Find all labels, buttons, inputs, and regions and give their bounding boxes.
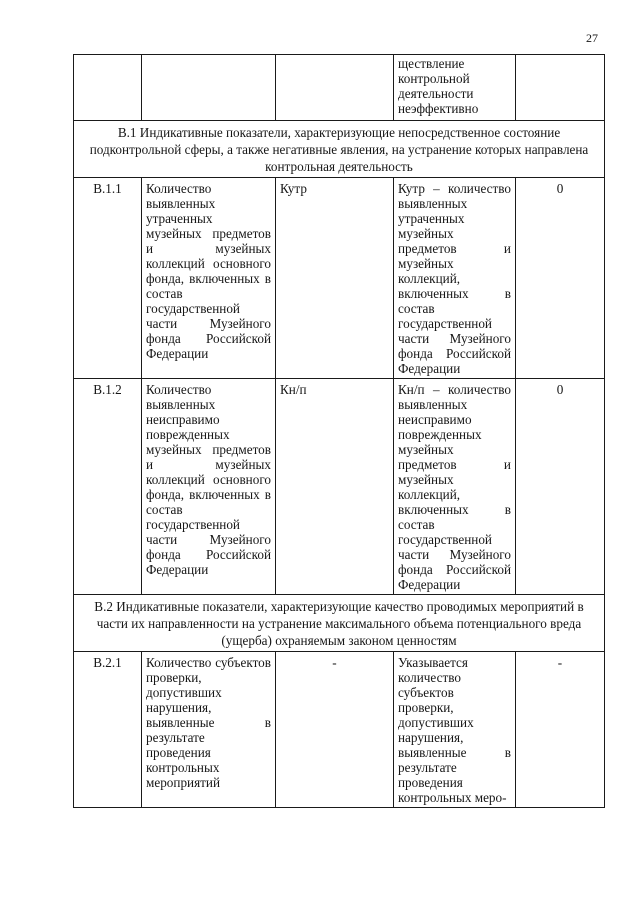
cell-empty <box>516 55 605 121</box>
cell-empty <box>74 55 142 121</box>
section-header-row <box>74 595 605 652</box>
row-number: B.1.1 <box>74 178 142 379</box>
cell-empty <box>276 55 394 121</box>
indicator-value: - <box>516 652 605 808</box>
table-row <box>74 652 605 808</box>
row-number: B.2.1 <box>74 652 142 808</box>
indicator-formula: Указывается количество субъектов проверки, допустивших нарушения, выявленные в результате проведения контрольных меро- <box>394 652 516 808</box>
table-row-continuation <box>74 55 605 121</box>
cell-empty <box>142 55 276 121</box>
indicator-code: Кн/п <box>276 379 394 595</box>
section-b2-title: B.2 Индикативные показатели, характеризующие качество проводимых мероприятий в части их направленности на устранение максимального объема потенциального вреда (ущерба) охраняемым законом ценностям <box>74 595 605 652</box>
table-row <box>74 178 605 379</box>
table-row <box>74 379 605 595</box>
continuation-formula-cell: ществление контрольной деятельности неэффективно <box>394 55 516 121</box>
page-number: 27 <box>586 31 598 45</box>
indicator-name: Количество выявленных утраченных музейных предметов и музейных коллекций основного фонда, включенных в состав государственной части Музейного фонда Российской Федерации <box>142 178 276 379</box>
row-number: B.1.2 <box>74 379 142 595</box>
indicator-formula: Кутр – количество выявленных утраченных музейных предметов и музейных коллекций, включенных в состав государственной части Музейного фонда Российской Федерации <box>394 178 516 379</box>
indicator-formula: Кн/п – количество выявленных неисправимо поврежденных музейных предметов и музейных коллекций, включенных в состав государственной части Музейного фонда Российской Федерации <box>394 379 516 595</box>
section-b1-title: B.1 Индикативные показатели, характеризующие непосредственное состояние подконтрольной сферы, а также негативные явления, на устранение которых направлена контрольная деятельность <box>74 121 605 178</box>
indicator-name: Количество субъектов проверки, допустивших нарушения, выявленные в результате проведения контрольных мероприятий <box>142 652 276 808</box>
indicator-value: 0 <box>516 379 605 595</box>
indicator-name: Количество выявленных неисправимо поврежденных музейных предметов и музейных коллекций основного фонда, включенных в состав государственной части Музейного фонда Российской Федерации <box>142 379 276 595</box>
indicator-value: 0 <box>516 178 605 379</box>
indicator-code: Кутр <box>276 178 394 379</box>
section-header-row <box>74 121 605 178</box>
indicator-code: - <box>276 652 394 808</box>
indicators-table <box>73 54 605 808</box>
